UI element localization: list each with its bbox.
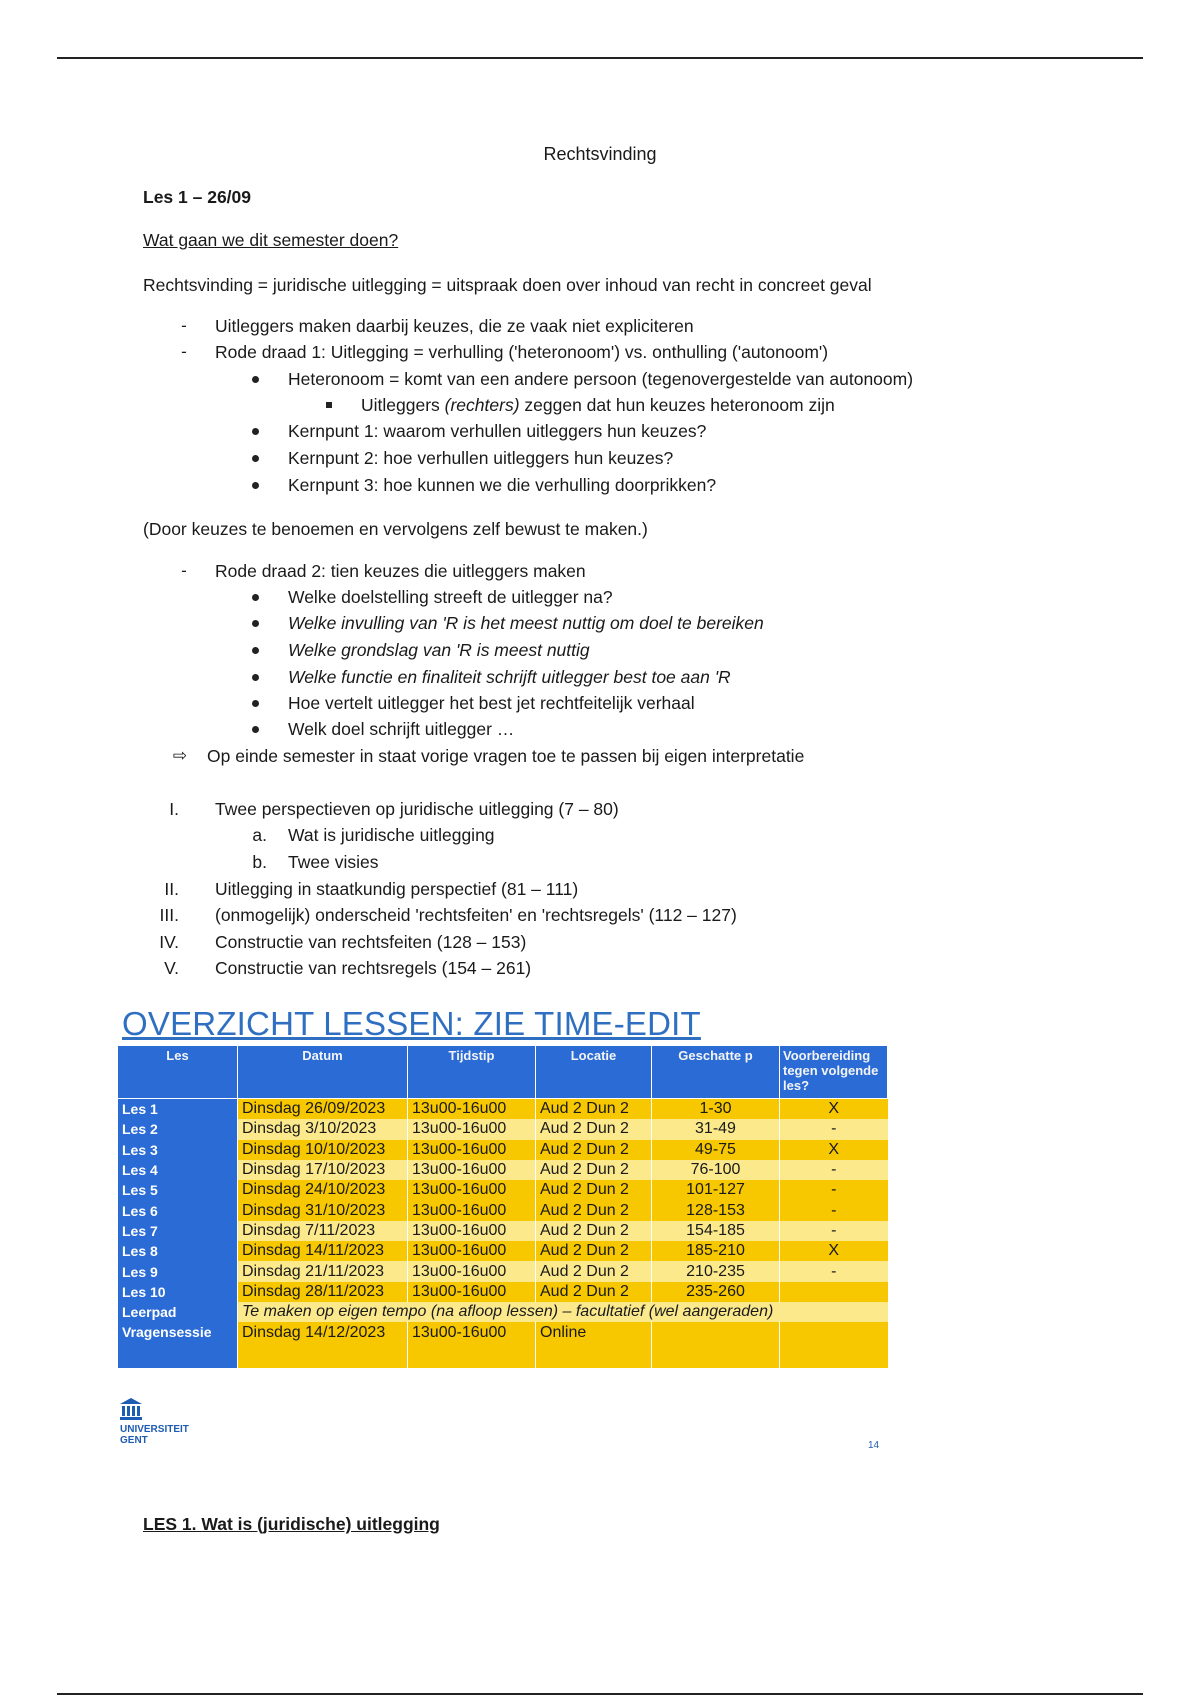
- lessons-table: [117, 1045, 888, 1368]
- table-row: [118, 1221, 888, 1241]
- dash-marker: -: [181, 561, 187, 580]
- location-cell: Aud 2 Dun 2: [536, 1261, 652, 1281]
- column-header: Les: [118, 1046, 238, 1099]
- lesson-cell: Les 2: [118, 1119, 238, 1139]
- column-header: Datum: [238, 1046, 408, 1099]
- sub-text: zeggen dat hun keuzes heteronoom zijn: [519, 395, 835, 415]
- list-item: Rode draad 1: Uitlegging = verhulling ('heteronoom') vs. onthulling ('autonoom'): [215, 342, 829, 362]
- time-cell: 13u00-16u00: [408, 1241, 536, 1261]
- university-logo-icon: [119, 1397, 143, 1421]
- list-item: Welke invulling van 'R is het meest nuttig om doel te bereiken: [288, 613, 764, 633]
- lesson-cell: Les 3: [118, 1140, 238, 1160]
- sub-text: Uitleggers: [361, 395, 445, 415]
- prep-cell: -: [780, 1180, 888, 1200]
- location-cell: Aud 2 Dun 2: [536, 1200, 652, 1220]
- outline-number: I.: [169, 799, 179, 819]
- pages-cell: 101-127: [652, 1180, 780, 1200]
- arrow-note: Op einde semester in staat vorige vragen toe te passen bij eigen interpretatie: [207, 746, 805, 766]
- list-item: Hoe vertelt uitlegger het best jet rechtfeitelijk verhaal: [288, 693, 695, 713]
- lesson-cell: Les 1: [118, 1099, 238, 1120]
- date-cell: Dinsdag 14/11/2023: [238, 1241, 408, 1261]
- list-item: [361, 394, 835, 416]
- time-cell: 13u00-16u00: [408, 1282, 536, 1302]
- time-cell: 13u00-16u00: [408, 1221, 536, 1241]
- outline-item: Constructie van rechtsfeiten (128 – 153): [215, 932, 527, 952]
- list-item: Welk doel schrijft uitlegger …: [288, 719, 515, 739]
- list-item: Kernpunt 1: waarom verhullen uitleggers hun keuzes?: [288, 421, 707, 441]
- pages-cell: 185-210: [652, 1241, 780, 1261]
- pages-cell: 210-235: [652, 1261, 780, 1281]
- bullet-icon: [252, 428, 259, 435]
- table-row: [118, 1140, 888, 1160]
- section-heading: LES 1. Wat is (juridische) uitlegging: [143, 1514, 440, 1534]
- lesson-cell: Leerpad: [118, 1302, 238, 1322]
- table-row: [118, 1160, 888, 1180]
- outline-number: III.: [159, 905, 179, 925]
- list-item: Kernpunt 3: hoe kunnen we die verhulling doorprikken?: [288, 475, 717, 495]
- time-cell: 13u00-16u00: [408, 1261, 536, 1281]
- pages-cell: 49-75: [652, 1140, 780, 1160]
- date-cell: Dinsdag 28/11/2023: [238, 1282, 408, 1302]
- section-heading: Wat gaan we dit semester doen?: [143, 230, 399, 250]
- time-cell: 13u00-16u00: [408, 1200, 536, 1220]
- prep-cell: -: [780, 1119, 888, 1139]
- lesson-cell: Les 7: [118, 1221, 238, 1241]
- date-cell: Dinsdag 26/09/2023: [238, 1099, 408, 1120]
- table-row: [118, 1119, 888, 1139]
- bullet-icon: [252, 594, 259, 601]
- square-bullet-icon: [326, 402, 332, 408]
- date-cell: Dinsdag 14/12/2023: [238, 1322, 408, 1368]
- date-cell: Dinsdag 3/10/2023: [238, 1119, 408, 1139]
- sub-italic: (rechters): [444, 395, 520, 415]
- time-cell: 13u00-16u00: [408, 1119, 536, 1139]
- bullet-icon: [252, 726, 259, 733]
- column-header: Geschatte p: [652, 1046, 780, 1099]
- header-rule: [57, 57, 1143, 59]
- location-cell: Online: [536, 1322, 652, 1368]
- time-cell: 13u00-16u00: [408, 1160, 536, 1180]
- list-item: Welke functie en finaliteit schrijft uitlegger best toe aan 'R: [288, 667, 731, 687]
- list-item: Heteronoom = komt van een andere persoon (tegenovergestelde van autonoom): [288, 369, 914, 389]
- outline-item: Constructie van rechtsregels (154 – 261): [215, 958, 532, 978]
- definition-line: Rechtsvinding = juridische uitlegging = uitspraak doen over inhoud van recht in concreet geval: [143, 275, 872, 295]
- bullet-icon: [252, 674, 259, 681]
- column-header: Tijdstip: [408, 1046, 536, 1099]
- pages-cell: 128-153: [652, 1200, 780, 1220]
- outline-item: (onmogelijk) onderscheid 'rechtsfeiten' en 'rechtsregels' (112 – 127): [215, 905, 737, 925]
- lesson-cell: Les 6: [118, 1200, 238, 1220]
- leerpad-cell: Te maken op eigen tempo (na afloop lessen) – facultatief (wel aangeraden): [238, 1302, 888, 1322]
- bullet-icon: [252, 647, 259, 654]
- prep-cell: -: [780, 1160, 888, 1180]
- time-cell: 13u00-16u00: [408, 1099, 536, 1120]
- date-cell: Dinsdag 7/11/2023: [238, 1221, 408, 1241]
- outline-item: Uitlegging in staatkundig perspectief (81 – 111): [215, 879, 579, 899]
- bullet-icon: [252, 482, 259, 489]
- time-cell: 13u00-16u00: [408, 1322, 536, 1368]
- pages-cell: 235-260: [652, 1282, 780, 1302]
- outline-number: a.: [252, 825, 267, 845]
- list-item: Welke grondslag van 'R is meest nuttig: [288, 640, 590, 660]
- table-row: [118, 1180, 888, 1200]
- prep-cell: X: [780, 1099, 888, 1120]
- date-cell: Dinsdag 21/11/2023: [238, 1261, 408, 1281]
- lesson-cell: Les 8: [118, 1241, 238, 1261]
- column-header: Locatie: [536, 1046, 652, 1099]
- prep-cell: X: [780, 1140, 888, 1160]
- outline-number: IV.: [159, 932, 179, 952]
- arrow-icon: ⇨: [172, 746, 188, 765]
- bullet-icon: [252, 376, 259, 383]
- outline-number: V.: [164, 958, 179, 978]
- dash-marker: -: [181, 316, 187, 335]
- location-cell: Aud 2 Dun 2: [536, 1180, 652, 1200]
- outline-item: Twee visies: [288, 852, 379, 872]
- pages-cell: 1-30: [652, 1099, 780, 1120]
- location-cell: Aud 2 Dun 2: [536, 1099, 652, 1120]
- time-cell: 13u00-16u00: [408, 1140, 536, 1160]
- dash-marker: -: [181, 342, 187, 361]
- table-row: [118, 1200, 888, 1220]
- table-row: [118, 1302, 888, 1322]
- table-row: [118, 1261, 888, 1281]
- pages-cell: 154-185: [652, 1221, 780, 1241]
- list-item: Kernpunt 2: hoe verhullen uitleggers hun keuzes?: [288, 448, 674, 468]
- location-cell: Aud 2 Dun 2: [536, 1160, 652, 1180]
- prep-cell: [780, 1322, 888, 1368]
- date-cell: Dinsdag 24/10/2023: [238, 1180, 408, 1200]
- list-item: Uitleggers maken daarbij keuzes, die ze vaak niet expliciteren: [215, 316, 694, 336]
- university-logo-text: UNIVERSITEIT GENT: [120, 1424, 189, 1446]
- document-title: Rechtsvinding: [543, 144, 657, 164]
- slide-title: OVERZICHT LESSEN: ZIE TIME-EDIT: [122, 1005, 701, 1042]
- outline-item: Wat is juridische uitlegging: [288, 825, 495, 845]
- outline-number: b.: [252, 852, 267, 872]
- table-row: [118, 1099, 888, 1120]
- list-item: Welke doelstelling streeft de uitlegger na?: [288, 587, 613, 607]
- lesson-cell: Les 10: [118, 1282, 238, 1302]
- table-row: [118, 1322, 888, 1368]
- lesson-cell: Les 9: [118, 1261, 238, 1281]
- location-cell: Aud 2 Dun 2: [536, 1140, 652, 1160]
- pages-cell: [652, 1322, 780, 1368]
- location-cell: Aud 2 Dun 2: [536, 1221, 652, 1241]
- outline-item: Twee perspectieven op juridische uitlegging (7 – 80): [215, 799, 619, 819]
- location-cell: Aud 2 Dun 2: [536, 1241, 652, 1261]
- prep-cell: X: [780, 1241, 888, 1261]
- date-cell: Dinsdag 17/10/2023: [238, 1160, 408, 1180]
- lesson-cell: Vragensessie: [118, 1322, 238, 1368]
- date-cell: Dinsdag 10/10/2023: [238, 1140, 408, 1160]
- lesson-cell: Les 4: [118, 1160, 238, 1180]
- footer-rule: [57, 1693, 1143, 1695]
- table-row: [118, 1282, 888, 1302]
- column-header: Voorbereiding tegen volgende les?: [780, 1046, 888, 1099]
- prep-cell: -: [780, 1200, 888, 1220]
- bullet-icon: [252, 455, 259, 462]
- outline-number: II.: [164, 879, 179, 899]
- bullet-icon: [252, 620, 259, 627]
- paren-note: (Door keuzes te benoemen en vervolgens zelf bewust te maken.): [143, 519, 648, 539]
- prep-cell: [780, 1282, 888, 1302]
- slide-page-number: 14: [868, 1440, 880, 1451]
- date-cell: Dinsdag 31/10/2023: [238, 1200, 408, 1220]
- prep-cell: -: [780, 1221, 888, 1241]
- location-cell: Aud 2 Dun 2: [536, 1119, 652, 1139]
- pages-cell: 31-49: [652, 1119, 780, 1139]
- location-cell: Aud 2 Dun 2: [536, 1282, 652, 1302]
- table-row: [118, 1241, 888, 1261]
- table-header-row: [118, 1046, 888, 1099]
- prep-cell: -: [780, 1261, 888, 1281]
- list-item: Rode draad 2: tien keuzes die uitleggers maken: [215, 561, 586, 581]
- lesson-cell: Les 5: [118, 1180, 238, 1200]
- pages-cell: 76-100: [652, 1160, 780, 1180]
- lesson-header: Les 1 – 26/09: [143, 187, 251, 207]
- time-cell: 13u00-16u00: [408, 1180, 536, 1200]
- bullet-icon: [252, 700, 259, 707]
